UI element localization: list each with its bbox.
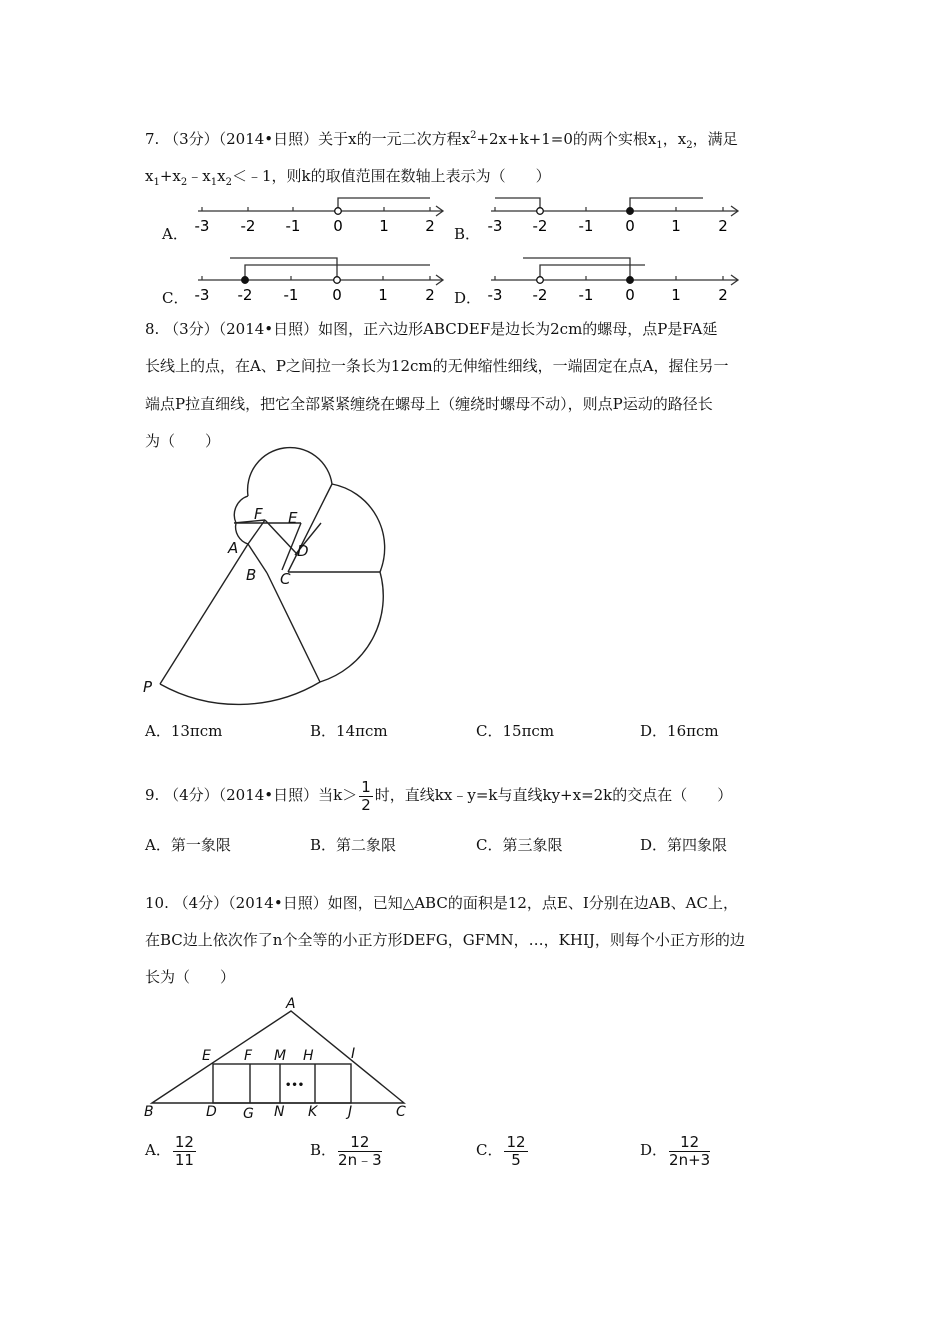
q9-text: 时，直线kx﹣y=k与直线ky+x=2k的交点在（ ） xyxy=(374,786,733,804)
tick-label: -1 xyxy=(283,286,299,304)
q7-line-2 xyxy=(145,165,551,188)
arc-f xyxy=(234,496,248,523)
tick-label: -3 xyxy=(487,286,503,304)
q10-line-1: 10. （4分）（2014•日照）如图，已知△ABC的面积是12，点E、I分别在边AB、AC上， xyxy=(145,894,738,912)
arc-d xyxy=(332,484,385,572)
label-h: H xyxy=(303,1048,314,1064)
tick-label: 1 xyxy=(378,286,388,304)
q7-sub: 2 xyxy=(180,177,188,188)
q10-option-a[interactable] xyxy=(145,1133,198,1169)
q7-sub: 1 xyxy=(210,177,218,188)
q7-text: 7. （3分）（2014•日照）关于x的一元二次方程x xyxy=(145,130,471,148)
tick-label: -2 xyxy=(240,217,256,235)
q7-text: ﹣x xyxy=(187,167,211,185)
fraction-denominator: 11 xyxy=(174,1150,194,1169)
label-e: E xyxy=(202,1048,211,1064)
q7-text: ＜﹣1，则k的取值范围在数轴上表示为（ ） xyxy=(231,167,551,185)
q8-line-3: 端点P拉直细线，把它全部紧紧缠绕在螺母上（缠绕时螺母不动），则点P运动的路径长 xyxy=(145,395,713,413)
fraction-denominator: 2n﹣3 xyxy=(338,1150,382,1169)
q7-text: ，满足 xyxy=(692,130,738,148)
open-point xyxy=(537,277,544,284)
tick-label: 1 xyxy=(671,286,681,304)
label-g: G xyxy=(243,1106,254,1122)
tick-label: -2 xyxy=(532,286,548,304)
label-p: P xyxy=(143,678,153,696)
option-label: D． xyxy=(640,1141,668,1159)
segment-b-radius xyxy=(267,573,320,682)
q8-line-1: 8. （3分）（2014•日照）如图，正六边形ABCDEF是边长为2cm的螺母，点P是FA延 xyxy=(145,320,718,338)
tick-label: 0 xyxy=(333,217,343,235)
label-a: A xyxy=(228,539,239,557)
q7-sub: 1 xyxy=(656,140,663,151)
tick-label: 0 xyxy=(332,286,342,304)
q8-option-d[interactable]: D．16πcm xyxy=(640,722,719,740)
open-point xyxy=(335,208,342,215)
tick-label: 1 xyxy=(671,217,681,235)
q7-text: +x xyxy=(159,167,181,185)
arc-b xyxy=(160,682,320,704)
q9-fraction xyxy=(359,779,373,814)
q9-option-a[interactable]: A．第一象限 xyxy=(145,836,231,854)
option-fraction xyxy=(173,1134,196,1169)
arc-e xyxy=(248,448,332,496)
q9-text: 9. （4分）（2014•日照）当k＞ xyxy=(145,786,358,804)
q9-line xyxy=(145,778,732,814)
squares-outline xyxy=(213,1064,351,1103)
label-b: B xyxy=(144,1104,154,1120)
tick-label: 2 xyxy=(718,217,728,235)
tick-label: -1 xyxy=(285,217,301,235)
segment-e-radius xyxy=(288,484,332,572)
q7-numberline-a xyxy=(190,190,455,240)
option-label: A． xyxy=(145,1141,171,1159)
q7-text: x xyxy=(145,167,154,185)
closed-point xyxy=(627,277,634,284)
fraction-numerator: 12 xyxy=(338,1134,382,1152)
q8-figure xyxy=(140,460,400,705)
option-label: B． xyxy=(310,1141,337,1159)
q7-sub: 1 xyxy=(153,177,160,188)
tick-label: 2 xyxy=(425,217,435,235)
q8-option-b[interactable]: B．14πcm xyxy=(310,722,388,740)
q9-option-b[interactable]: B．第二象限 xyxy=(310,836,397,854)
q8-line-4: 为（ ） xyxy=(145,432,221,450)
label-f: F xyxy=(254,505,263,523)
label-e: E xyxy=(288,509,298,527)
q7-text: +2x+k+1=0的两个实根x xyxy=(476,130,657,148)
q8-option-a[interactable]: A．13πcm xyxy=(145,722,223,740)
q10-line-3: 长为（ ） xyxy=(145,968,236,986)
q7-sub: 2 xyxy=(225,177,232,188)
tick-label: 2 xyxy=(718,286,728,304)
label-i: I xyxy=(351,1046,356,1062)
q10-line-2: 在BC边上依次作了n个全等的小正方形DEFG，GFMN，…，KHIJ，则每个小正方形的边 xyxy=(145,931,745,949)
tick-label: -3 xyxy=(487,217,503,235)
tick-label: 0 xyxy=(625,217,635,235)
q7-sub: 2 xyxy=(686,140,693,151)
q7-option-c-label[interactable]: C． xyxy=(162,289,189,307)
open-point xyxy=(537,208,544,215)
open-point xyxy=(334,277,341,284)
q10-option-d[interactable] xyxy=(640,1133,712,1169)
segment-pa xyxy=(160,544,248,684)
closed-point xyxy=(627,208,634,215)
q7-numberline-b xyxy=(483,190,748,240)
label-j: J xyxy=(348,1104,353,1120)
q7-text: ，x xyxy=(662,130,687,148)
label-c: C xyxy=(396,1104,406,1120)
label-k: K xyxy=(308,1104,318,1120)
label-c: C xyxy=(280,570,291,588)
tick-label: -2 xyxy=(532,217,548,235)
tick-label: -1 xyxy=(578,217,594,235)
fraction-denominator: 2 xyxy=(361,795,371,814)
tick-label: 0 xyxy=(625,286,635,304)
fraction-numerator: 12 xyxy=(506,1132,526,1151)
option-label: C． xyxy=(476,1141,503,1159)
tick-label: -3 xyxy=(194,286,210,304)
q8-option-c[interactable]: C．15πcm xyxy=(476,722,555,740)
fraction-numerator: 12 xyxy=(174,1132,194,1151)
q7-option-d-label[interactable]: D． xyxy=(454,289,482,307)
fraction-numerator: 12 xyxy=(669,1134,710,1152)
arc-c xyxy=(320,572,383,682)
label-d: D xyxy=(206,1104,217,1120)
q7-text: x xyxy=(217,167,226,185)
label-f: F xyxy=(244,1048,253,1064)
q9-option-c[interactable]: C．第三象限 xyxy=(476,836,563,854)
q8-line-2: 长线上的点，在A、P之间拉一条长为12cm的无伸缩性细线，一端固定在点A，握住另一 xyxy=(145,357,729,375)
tick-label: -3 xyxy=(194,217,210,235)
label-n: N xyxy=(274,1104,285,1120)
label-m: M xyxy=(274,1048,287,1064)
option-fraction xyxy=(504,1134,527,1169)
option-fraction xyxy=(669,1134,710,1169)
label-d: D xyxy=(297,542,309,560)
q7-option-a-label[interactable]: A． xyxy=(162,225,188,243)
tick-label: -1 xyxy=(578,286,594,304)
fraction-denominator: 5 xyxy=(511,1150,521,1169)
tick-label: -2 xyxy=(237,286,253,304)
fraction-denominator: 2n+3 xyxy=(669,1150,711,1169)
q10-option-c[interactable] xyxy=(476,1133,530,1169)
tick-label: 2 xyxy=(425,286,435,304)
q7-line-1 xyxy=(145,128,738,151)
q7-option-b-label[interactable]: B． xyxy=(454,225,481,243)
label-a: A xyxy=(286,996,296,1012)
option-fraction xyxy=(338,1134,382,1169)
q10-option-b[interactable] xyxy=(310,1133,384,1169)
label-b: B xyxy=(246,566,257,584)
q10-figure xyxy=(140,995,420,1125)
q9-option-d[interactable]: D．第四象限 xyxy=(640,836,728,854)
q7-numberline-d xyxy=(483,252,748,304)
ellipsis-dots: ••• xyxy=(285,1080,305,1091)
closed-point xyxy=(242,277,249,284)
q7-numberline-c xyxy=(190,252,455,304)
fraction-numerator: 1 xyxy=(361,777,371,796)
tick-label: 1 xyxy=(379,217,389,235)
q7-sup: 2 xyxy=(470,130,477,141)
